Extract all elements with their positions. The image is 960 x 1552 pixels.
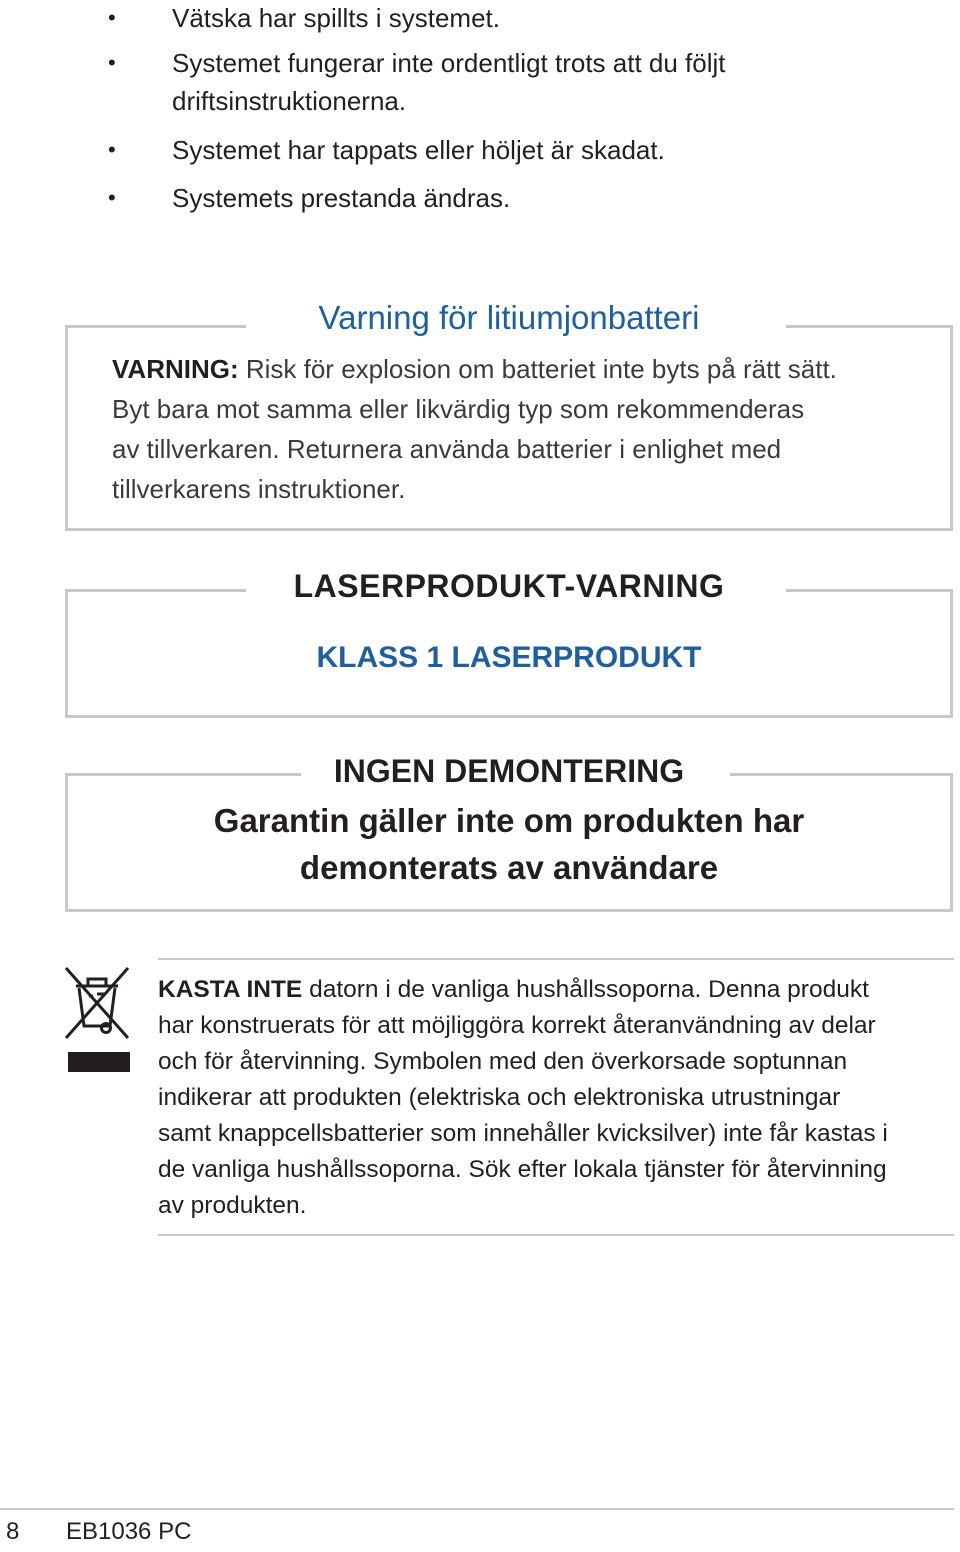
disassembly-warning-box xyxy=(65,753,953,912)
battery-warning-line: tillverkarens instruktioner. xyxy=(112,474,406,504)
recycling-line: av produkten. xyxy=(158,1192,307,1219)
battery-warning-body xyxy=(112,349,932,509)
disassembly-line: demonterats av användare xyxy=(299,849,719,886)
list-item xyxy=(108,132,665,168)
section-divider-bottom xyxy=(158,1234,954,1236)
battery-warning-line: av tillverkaren. Returnera använda batterier i enlighet med xyxy=(112,434,782,464)
battery-warning-line: Byt bara mot samma eller likvärdig typ som rekommenderas xyxy=(112,394,805,424)
bullet-marker: • xyxy=(108,185,116,210)
recycling-line: de vanliga hushållssoporna. Sök efter lokala tjänster för återvinning xyxy=(158,1156,887,1183)
footer-divider xyxy=(0,1508,954,1510)
recycling-line xyxy=(158,972,958,1008)
battery-warning-line-text: Risk för explosion om batteriet inte byts på rätt sätt. xyxy=(238,354,837,384)
list-item-text: driftsinstruktionerna. xyxy=(172,86,407,116)
bullet-marker: • xyxy=(108,5,116,30)
list-item-text: Systemet fungerar inte ordentligt trots att du följt xyxy=(172,48,726,78)
list-item-text: Vätska har spillts i systemet. xyxy=(172,3,500,33)
recycling-line: och för återvinning. Symbolen med den överkorsade soptunnan xyxy=(158,1048,848,1075)
model-name: EB1036 PC xyxy=(66,1518,192,1545)
list-item xyxy=(108,45,726,81)
warning-label: VARNING: xyxy=(112,354,239,384)
bullet-marker: • xyxy=(108,137,116,162)
disassembly-text xyxy=(68,797,950,891)
recycling-line-text: datorn i de vanliga hushållssoporna. Denna produkt xyxy=(302,976,869,1003)
disassembly-line: Garantin gäller inte om produkten har xyxy=(213,802,805,839)
page-number: 8 xyxy=(6,1518,20,1545)
battery-warning-line xyxy=(112,349,932,389)
laser-warning-box xyxy=(65,568,953,718)
list-item-continuation xyxy=(172,83,406,119)
battery-warning-box xyxy=(65,299,953,531)
list-item xyxy=(108,180,511,216)
disassembly-title: INGEN DEMONTERING xyxy=(333,753,685,789)
section-divider-top xyxy=(158,958,954,960)
list-item-text: Systemet har tappats eller höljet är skadat. xyxy=(172,135,665,165)
recycling-line: indikerar att produkten (elektriska och elektroniska utrustningar xyxy=(158,1084,841,1111)
battery-warning-title: Varning för litiumjonbatteri xyxy=(318,299,700,336)
crossed-out-wheelie-bin-icon xyxy=(62,964,132,1081)
recycling-lead: KASTA INTE xyxy=(158,976,303,1003)
recycling-notice xyxy=(158,972,958,1224)
recycling-line: samt knappcellsbatterier som innehåller kvicksilver) inte får kastas i xyxy=(158,1120,888,1147)
bullet-marker: • xyxy=(108,50,116,75)
recycling-line: har konstruerats för att möjliggöra korrekt återanvändning av delar xyxy=(158,1012,876,1039)
list-item-text: Systemets prestanda ändras. xyxy=(172,183,511,213)
laser-class-label: KLASS 1 LASERPRODUKT xyxy=(316,641,702,674)
laser-warning-title: LASERPRODUKT-VARNING xyxy=(293,568,725,604)
list-item xyxy=(108,0,500,36)
